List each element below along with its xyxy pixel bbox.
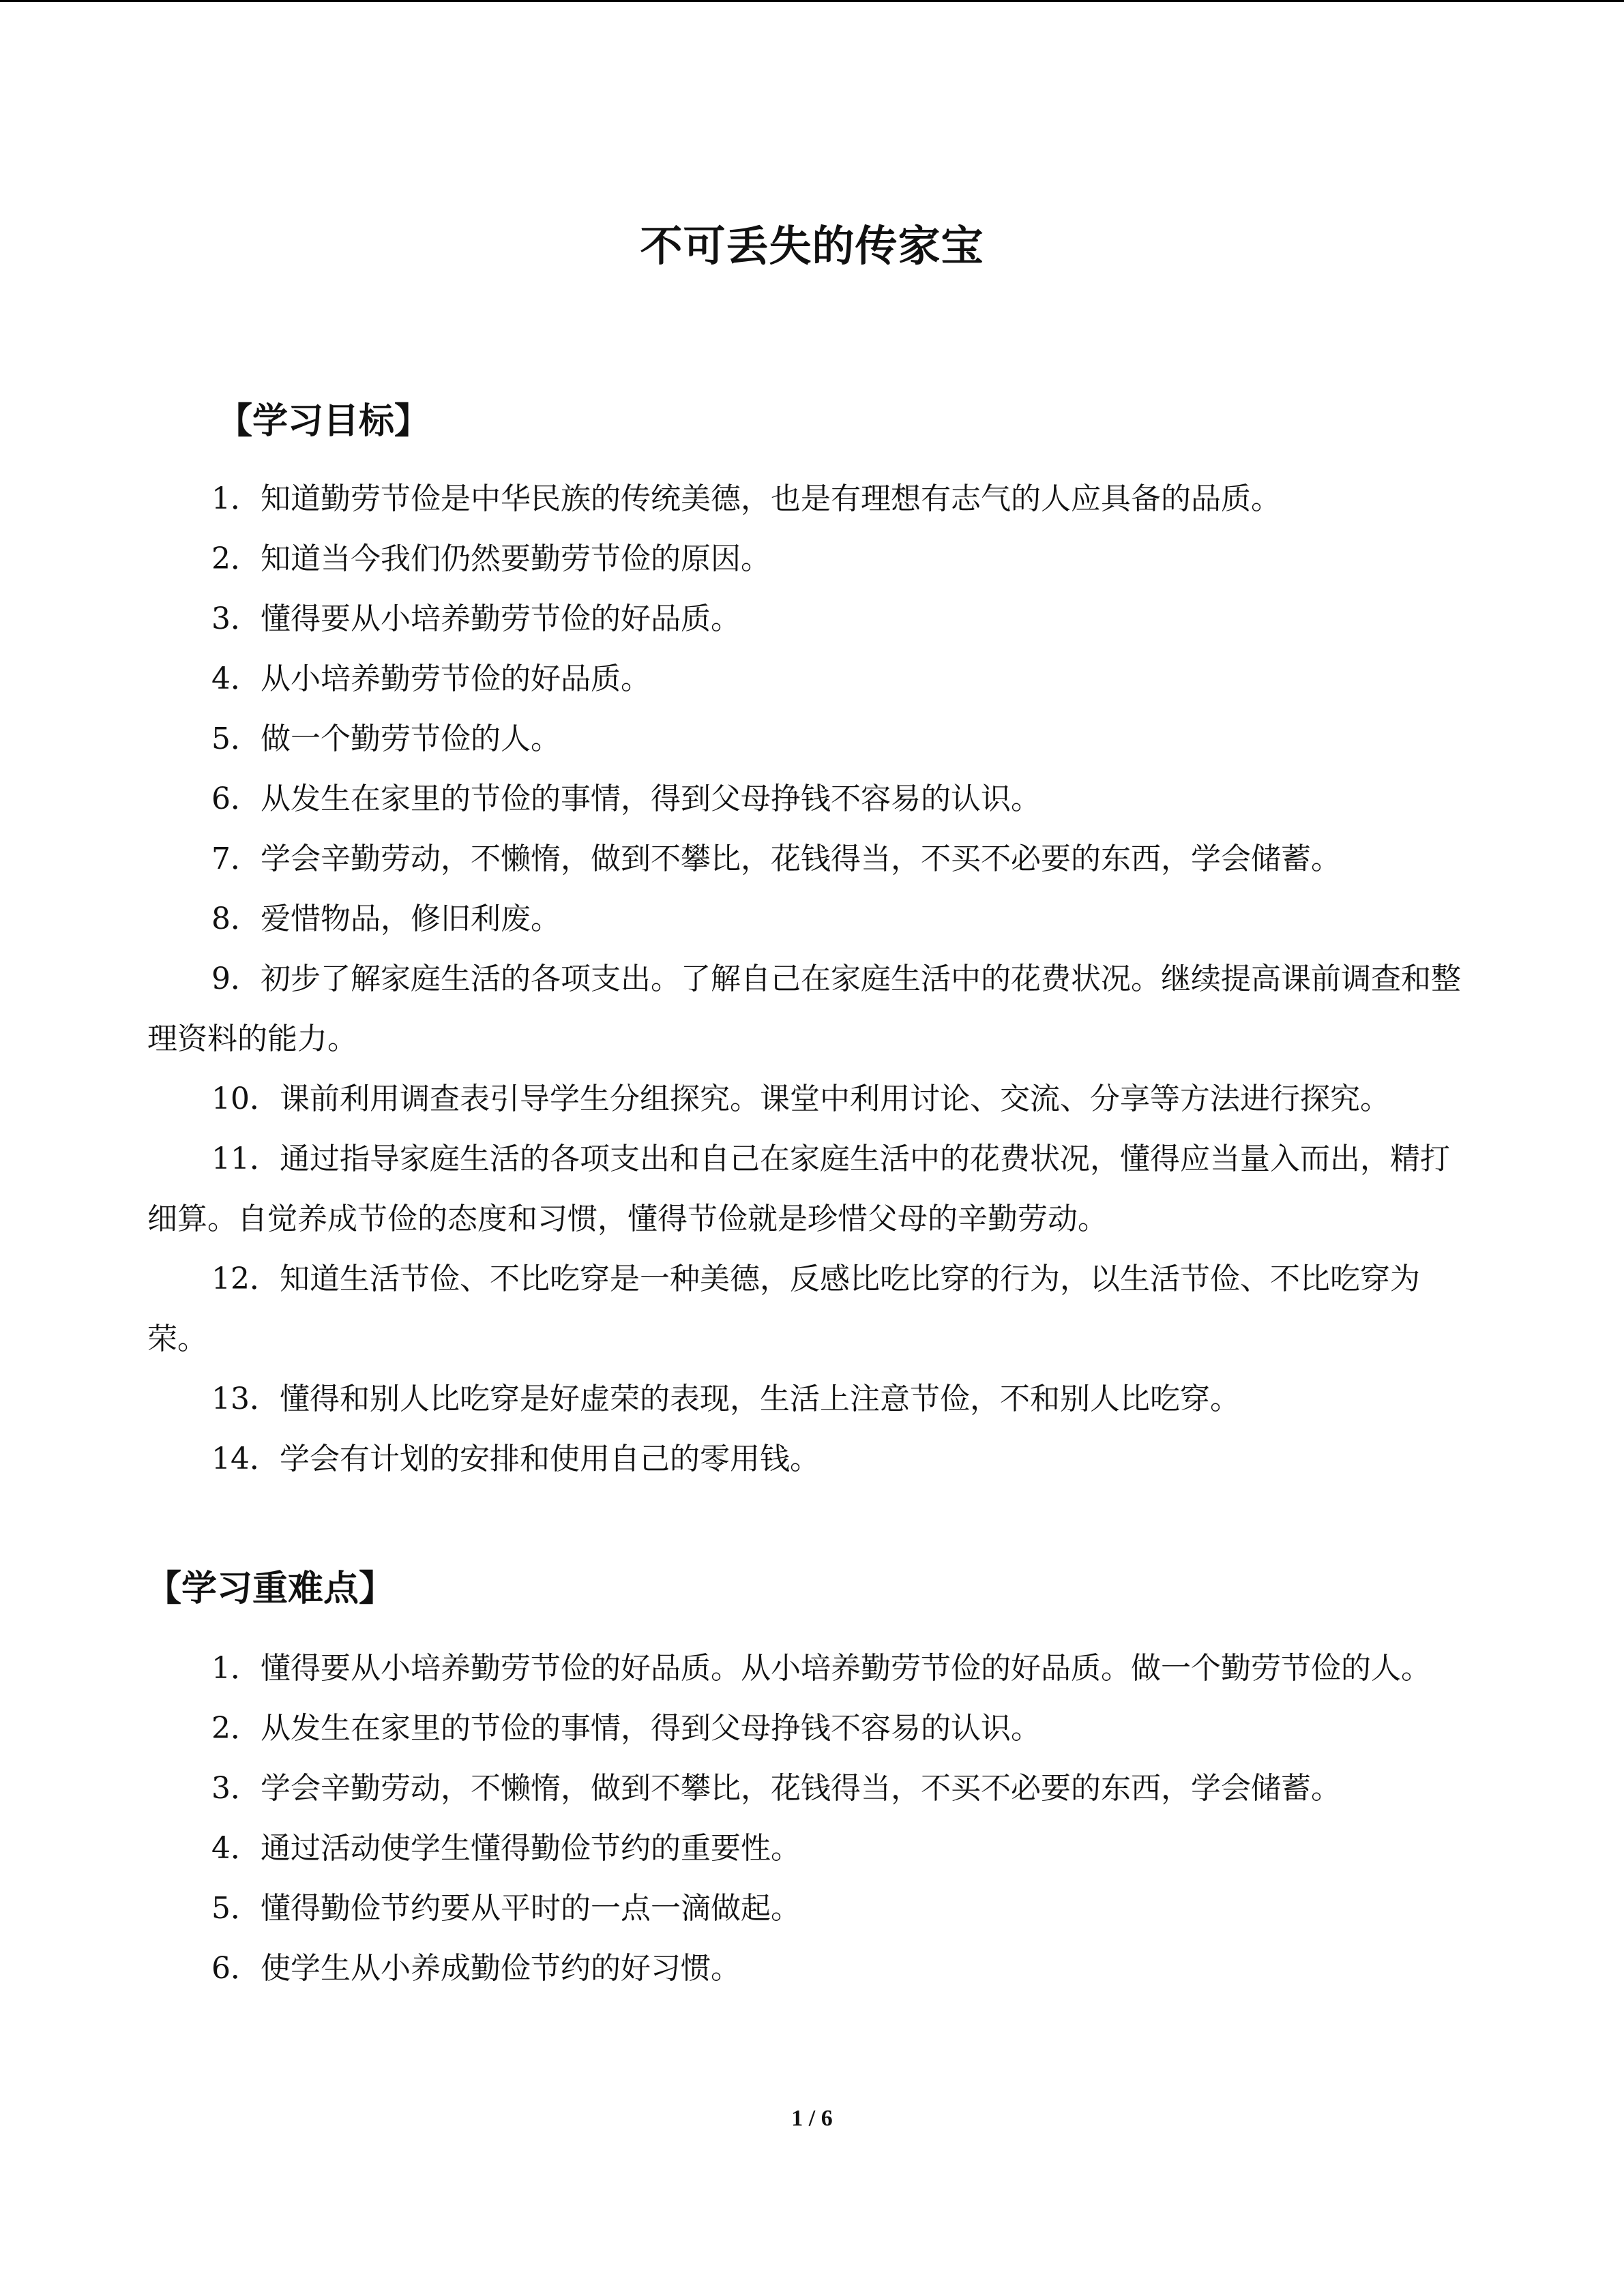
list-item: 10．课前利用调查表引导学生分组探究。课堂中利用讨论、交流、分享等方法进行探究。 xyxy=(211,1082,1390,1116)
list-item: 11．通过指导家庭生活的各项支出和自己在家庭生活中的花费状况，懂得应当量入而出，精打细算。自觉养成节俭的态度和习惯，懂得节俭就是珍惜父母的辛勤劳动。 xyxy=(147,1142,1450,1236)
list-item: 2．知道当今我们仍然要勤劳节俭的原因。 xyxy=(211,541,771,576)
list-item: 5．做一个勤劳节俭的人。 xyxy=(211,721,561,756)
list-item: 1．知道勤劳节俭是中华民族的传统美德，也是有理想有志气的人应具备的品质。 xyxy=(211,481,1281,516)
list-item: 2．从发生在家里的节俭的事情，得到父母挣钱不容易的认识。 xyxy=(211,1711,1041,1746)
list-item: 3．学会辛勤劳动，不懒惰，做到不攀比，花钱得当，不买不必要的东西，学会储蓄。 xyxy=(211,1771,1341,1806)
list-item: 13．懂得和别人比吃穿是好虚荣的表现，生活上注意节俭，不和别人比吃穿。 xyxy=(211,1382,1240,1416)
list-item: 9．初步了解家庭生活的各项支出。了解自己在家庭生活中的花费状况。继续提高课前调查和整理资料的能力。 xyxy=(147,961,1461,1056)
page-number: 1 / 6 xyxy=(791,2106,833,2131)
list-item: 6．从发生在家里的节俭的事情，得到父母挣钱不容易的认识。 xyxy=(211,781,1041,816)
list-item: 4．从小培养勤劳节俭的好品质。 xyxy=(211,661,651,696)
list-item: 5．懂得勤俭节约要从平时的一点一滴做起。 xyxy=(211,1891,801,1926)
list-item: 14．学会有计划的安排和使用自己的零用钱。 xyxy=(211,1442,820,1476)
learning-goals-list xyxy=(147,469,1477,1489)
list-item: 7．学会辛勤劳动，不懒惰，做到不攀比，花钱得当，不买不必要的东西，学会储蓄。 xyxy=(211,841,1341,876)
section-heading-key-difficulties: 【学习重难点】 xyxy=(146,1568,395,1609)
list-item: 4．通过活动使学生懂得勤俭节约的重要性。 xyxy=(211,1831,801,1866)
document-title: 不可丢失的传家宝 xyxy=(640,221,984,271)
section-heading-learning-goals: 【学习目标】 xyxy=(217,401,430,442)
list-item: 8．爱惜物品，修旧利废。 xyxy=(211,901,561,936)
list-item: 3．懂得要从小培养勤劳节俭的好品质。 xyxy=(211,601,741,636)
list-item: 12．知道生活节俭、不比吃穿是一种美德，反感比吃比穿的行为，以生活节俭、不比吃穿为荣。 xyxy=(147,1262,1420,1356)
list-item: 1．懂得要从小培养勤劳节俭的好品质。从小培养勤劳节俭的好品质。做一个勤劳节俭的人。 xyxy=(211,1651,1431,1686)
list-item: 6．使学生从小养成勤俭节约的好习惯。 xyxy=(211,1951,741,1986)
key-difficulties-list xyxy=(147,1639,1477,1999)
